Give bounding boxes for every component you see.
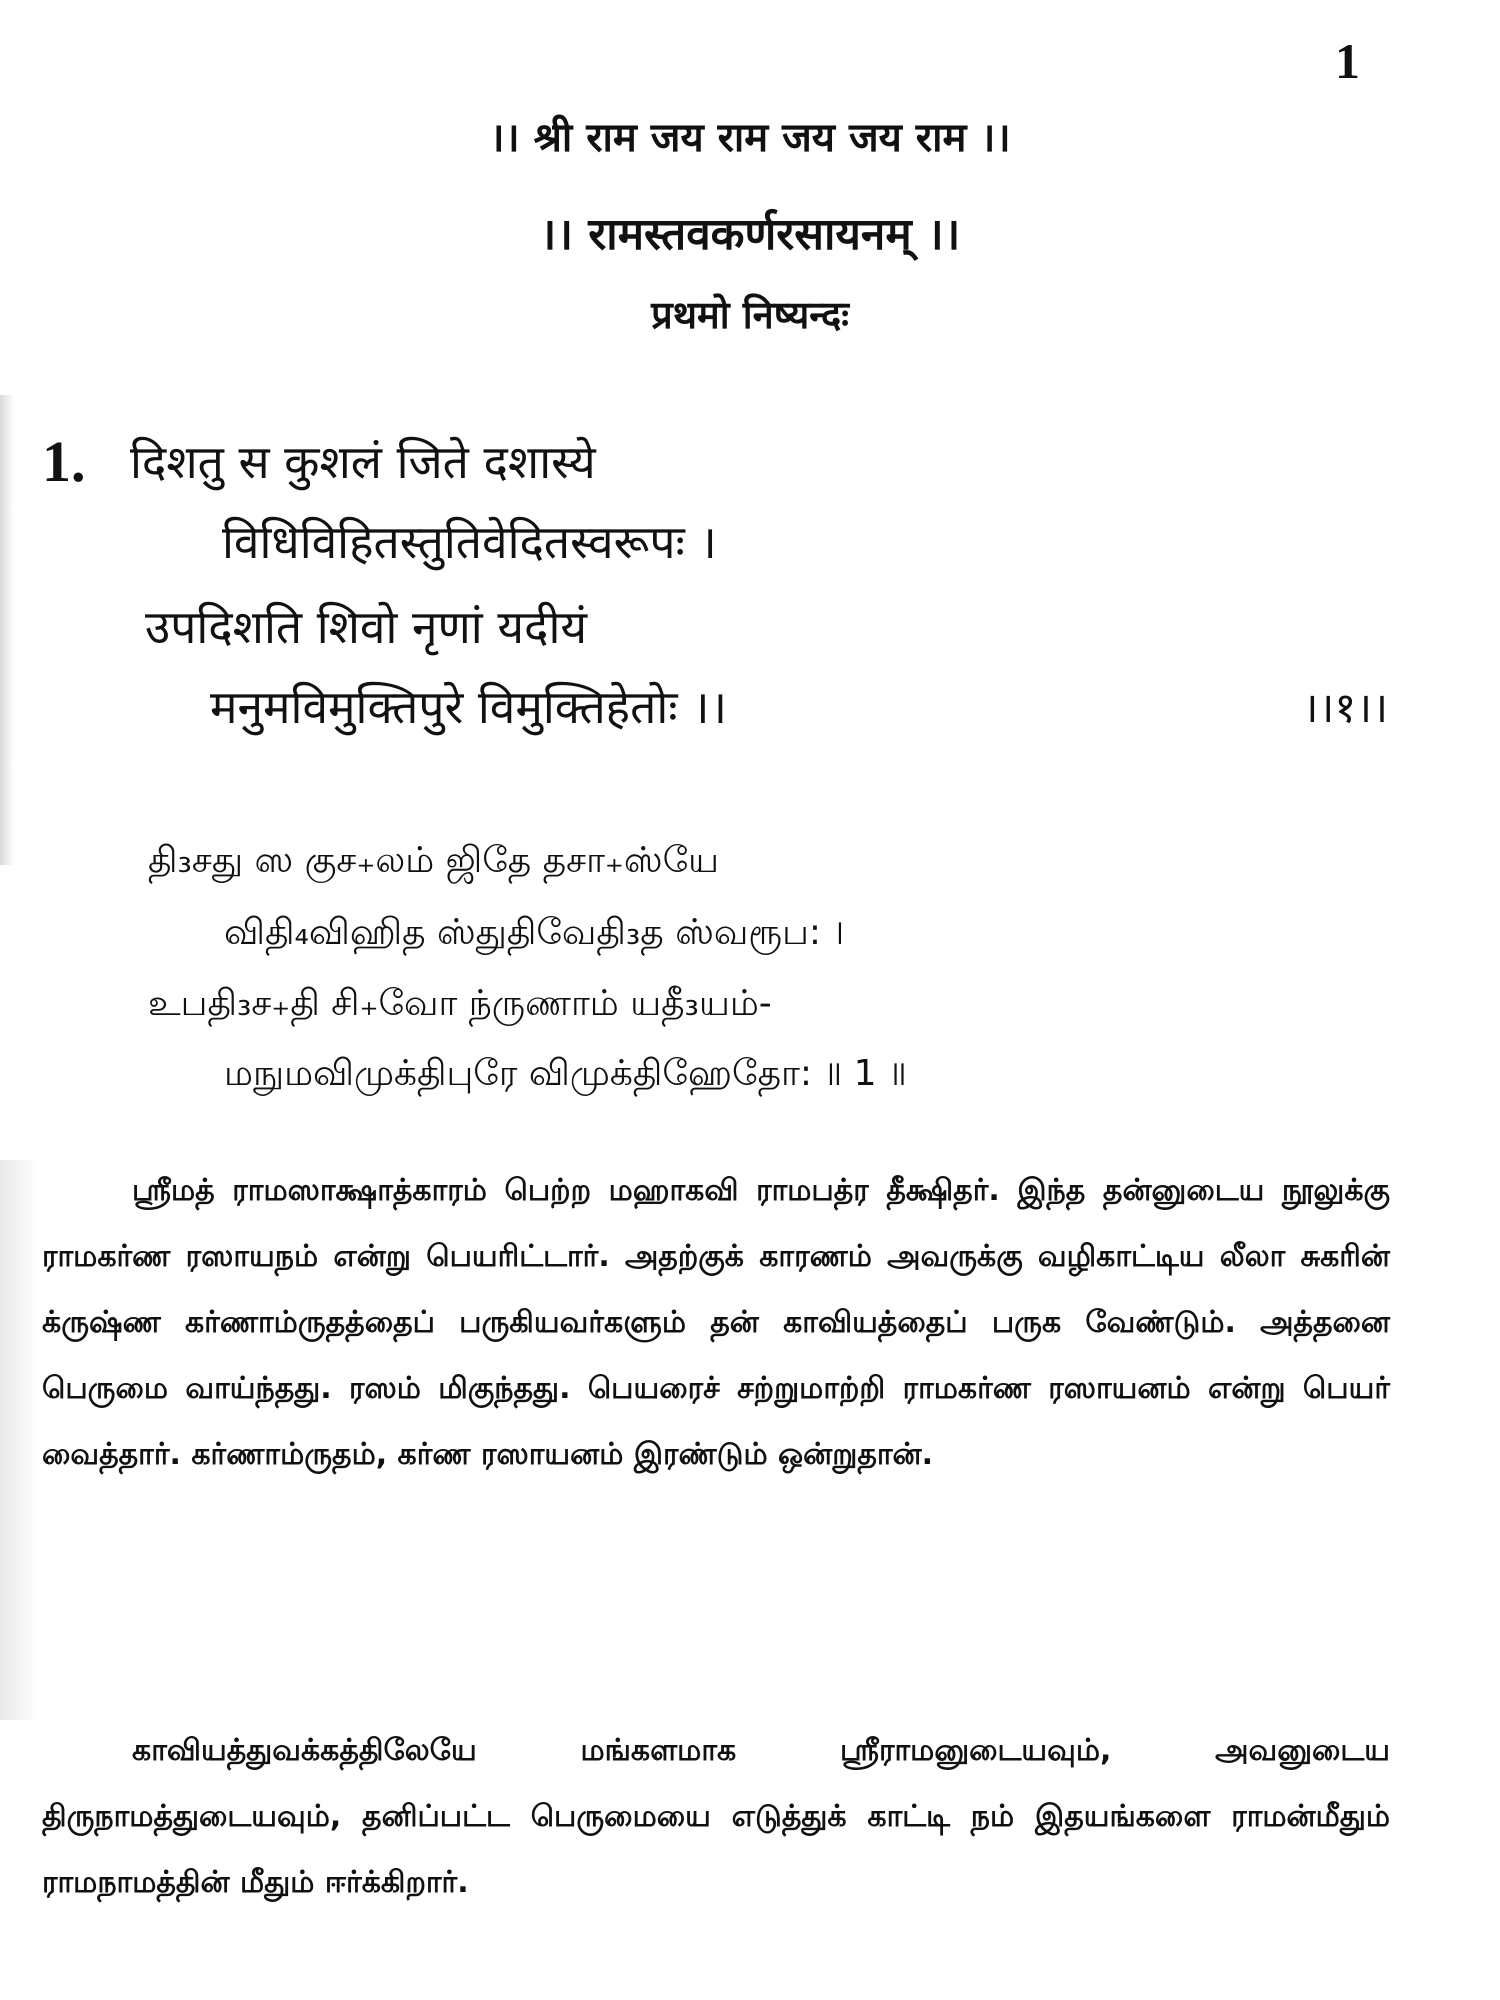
scan-shadow-lower — [0, 1160, 40, 1720]
invocation-line: ।। श्री राम जय राम जय जय राम ।। — [489, 115, 1011, 161]
tamil-transliteration-line: மநுமவிமுக்திபுரே விமுக்திஹேதோ: ॥ 1 ॥ — [224, 1053, 907, 1094]
tamil-transliteration-line: தி₃சது ஸ குச₊லம் ஜிதே தசா₊ஸ்யே — [148, 840, 719, 881]
commentary-paragraph: ஸ்ரீமத் ராமஸாக்ஷாத்காரம் பெற்ற மஹாகவி ராமபத்ர தீக்ஷிதர். இந்த தன்னுடைய நூலுக்கு ராமகர்ண ரஸாயநம் என்று பெயரிட்டார். அதற்குக் காரணம் அவருக்கு வழிகாட்டிய லீலா சுகரின் க்ருஷ்ண கர்ணாம்ருதத்தைப் பருகியவர்களும் தன் காவியத்தைப் பருக வேண்டும். அத்தனை பெருமை வாய்ந்தது. ரஸம் மிகுந்தது. பெயரைச் சற்றுமாற்றி ராமகர்ண ரஸாயனம் என்று பெயர் வைத்தார். கர்ணாம்ருதம், கர்ண ரஸாயனம் இரண்டும் ஒன்றுதான். — [42, 1173, 1390, 1472]
page-number: 1 — [1335, 33, 1360, 89]
sanskrit-verse-line: मनुमविमुक्तिपुरे विमुक्तिहेतोः ।। — [210, 680, 728, 734]
sanskrit-verse-line: विधिविहितस्तुतिवेदितस्वरूपः । — [222, 515, 717, 569]
sanskrit-verse-line: दिशतु स कुशलं जिते दशास्ये — [130, 435, 596, 489]
tamil-transliteration-line: விதி₄விஹித ஸ்துதிவேதி₃த ஸ்வரூப: । — [224, 912, 845, 953]
tamil-transliteration-line: உபதி₃ச₊தி சி₊வோ ந்ருணாம் யதீ₃யம்- — [148, 983, 772, 1024]
verse-number-mark: ।।१।। — [1302, 683, 1388, 732]
section-title: प्रथमो निष्यन्दः — [651, 293, 849, 337]
verse-number: 1. — [42, 429, 86, 494]
scan-shadow — [0, 395, 14, 865]
sanskrit-verse-line: उपदिशति शिवो नृणां यदीयं — [145, 600, 588, 654]
commentary-paragraph: காவியத்துவக்கத்திலேயே மங்களமாக ஸ்ரீராமனுடையவும், அவனுடைய திருநாமத்துடையவும், தனிப்பட்ட பெருமையை எடுத்துக் காட்டி நம் இதயங்களை ராமன்மீதும் ராமநாமத்தின் மீதும் ஈர்க்கிறார். — [42, 1733, 1390, 1900]
work-title: ।। रामस्तवकर्णरसायनम् ।। — [539, 209, 961, 260]
